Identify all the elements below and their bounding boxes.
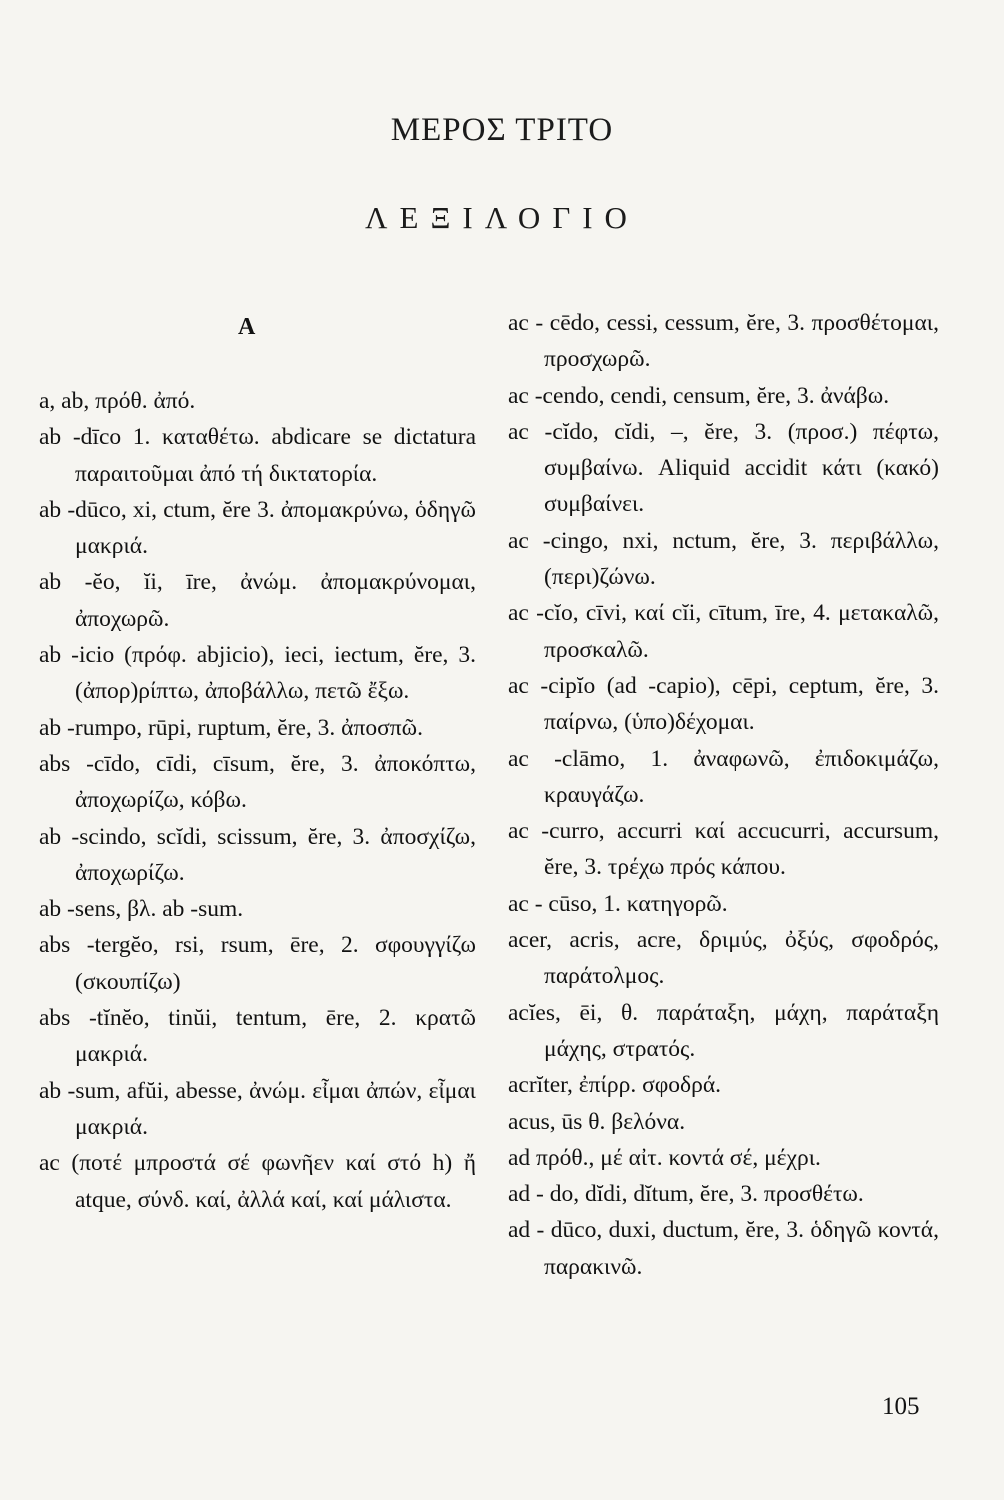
dictionary-entry: ac -cĭdo, cĭdi, –, ĕre, 3. (προσ.) πέφτω, συμβαίνω. Aliquid accidit κάτι (κακό) συμβαίνει. [508,418,939,518]
dictionary-entry: ac -cĭo, cīvi, καί cĭi, cītum, īre, 4. μετακαλῶ, προσκαλῶ. [508,600,939,663]
dictionary-entry: ad - dūco, duxi, ductum, ĕre, 3. ὁδηγῶ κοντά, παρακινῶ. [508,1217,939,1280]
dictionary-entry: ab -dūco, xi, ctum, ĕre 3. ἀπομακρύνω, ὁδηγῶ μακριά. [39,496,476,560]
dictionary-entry: ac (ποτέ μπροστά σέ φωνῆεν καί στό h) ἤ atque, σύνδ. καί, ἀλλά καί, καί μάλιστα. [39,1150,476,1213]
page-number: 105 [882,1393,920,1420]
dictionary-entry: ad - do, dĭdi, dĭtum, ĕre, 3. προσθέτω. [508,1181,864,1208]
dictionary-entry: acĭes, ēi, θ. παράταξη, μάχη, παράταξη μάχης, στρατός. [508,999,939,1062]
dictionary-entry: ab -dīco 1. καταθέτω. abdicare se dictatura παραιτοῦμαι ἀπό τή δικτατορία. [39,424,476,487]
dictionary-entry: ac -cendo, cendi, censum, ĕre, 3. ἀνάβω. [508,382,890,409]
dictionary-entry: ac - cēdo, cessi, cessum, ĕre, 3. προσθέτομαι, προσχωρῶ. [508,310,939,373]
section-title: ΛΕΞΙΛΟΓΙΟ [365,200,639,235]
dictionary-entry: abs -tergĕo, rsi, rsum, ēre, 2. σφουγγίζω (σκουπίζω) [39,932,476,995]
dictionary-entry: acus, ūs θ. βελόνα. [508,1108,686,1135]
dictionary-entry: ab -rumpo, rūpi, ruptum, ĕre, 3. ἀποσπῶ. [39,714,423,741]
dictionary-entry: acer, acris, acre, δριμύς, ὀξύς, σφοδρός, παράτολμος. [508,927,939,990]
dictionary-entry: abs -cīdo, cīdi, cīsum, ĕre, 3. ἀποκόπτω, ἀποχωρίζω, κόβω. [39,750,476,814]
dictionary-entry: ac - cūso, 1. κατηγορῶ. [508,890,728,917]
dictionary-entry: ac -cingo, nxi, nctum, ĕre, 3. περιβάλλω, (περι)ζώνω. [508,527,939,591]
right-column [508,305,939,1285]
dictionary-entry: ad πρόθ., μέ αἰτ. κοντά σέ, μέχρι. [508,1144,821,1171]
dictionary-entry: acrĭter, ἐπίρρ. σφοδρά. [508,1072,722,1099]
letter-heading: Α [238,314,256,340]
dictionary-entry: ac -cipĭo (ad -capio), cēpi, ceptum, ĕre, 3. παίρνω, (ὑπο)δέχομαι. [508,672,939,736]
part-title: ΜΕΡΟΣ ΤΡΙΤΟ [390,112,614,148]
dictionary-entry: ab -icio (πρόφ. abjicio), ieci, iectum, ĕre, 3. (ἀπορ)ρίπτω, ἀποβάλλω, πετῶ ἔξω. [39,642,476,705]
dictionary-entry: a, ab, πρόθ. ἀπό. [39,388,196,414]
dictionary-entry: ab -sens, βλ. ab -sum. [39,896,244,923]
dictionary-entry: ac -curro, accurri καί accucurri, accursum, ĕre, 3. τρέχω πρός κάπου. [508,818,939,881]
dictionary-entry: ab -sum, afŭi, abesse, ἀνώμ. εἶμαι ἀπών, εἶμαι μακριά. [39,1077,476,1140]
dictionary-entry: ab -ĕo, ĭi, īre, ἀνώμ. ἀπομακρύνομαι, ἀποχωρῶ. [39,569,476,632]
dictionary-entry: ab -scindo, scĭdi, scissum, ĕre, 3. ἀποσχίζω, ἀποχωρίζω. [39,823,476,886]
dictionary-entry: ac -clāmo, 1. ἀναφωνῶ, ἐπιδοκιμάζω, κραυγάζω. [508,745,939,808]
dictionary-entry: abs -tĭnĕo, tinŭi, tentum, ēre, 2. κρατῶ μακριά. [39,1005,476,1068]
left-column [39,383,476,1218]
